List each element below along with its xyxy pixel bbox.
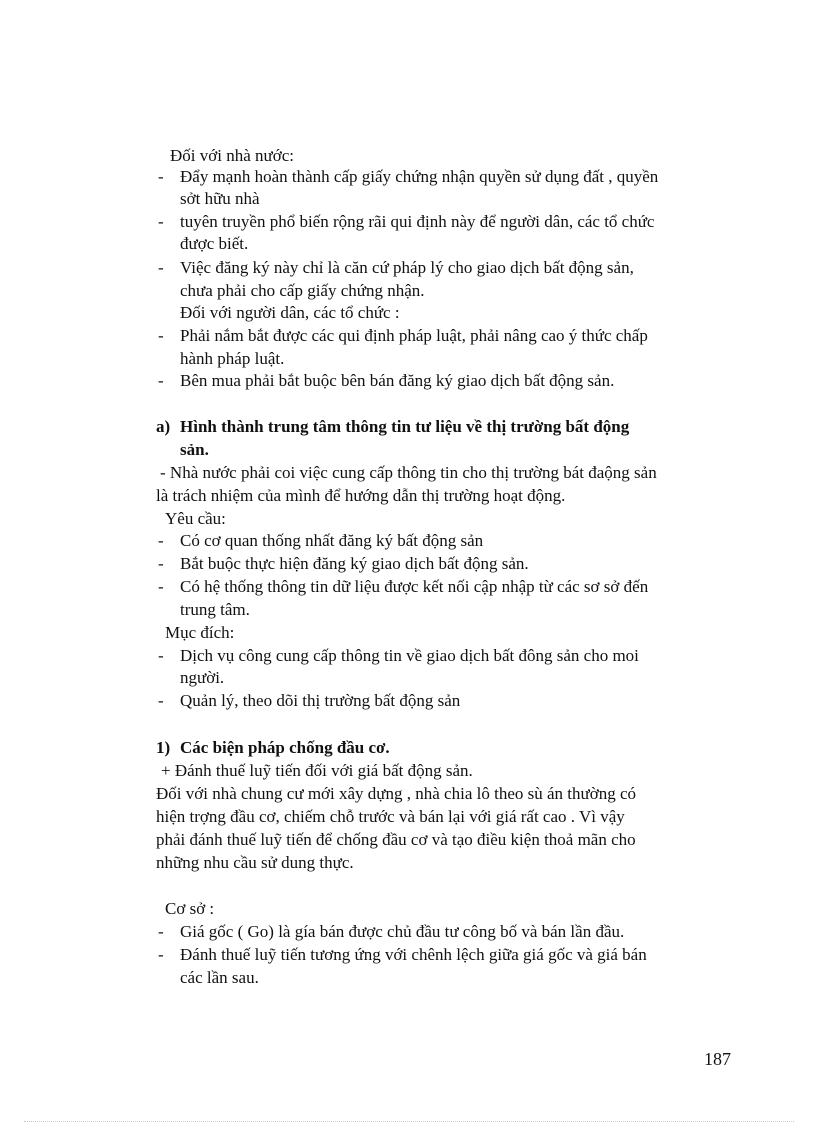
text-line: Bên mua phải bắt buộc bên bán đăng ký giao dịch bất động sản. [180, 371, 615, 390]
list-bullet-dash: - [158, 258, 164, 277]
list-bullet-dash: - [158, 531, 164, 550]
text-line: + Đánh thuế luỹ tiến đối với giá bất động sản. [161, 761, 473, 780]
list-bullet-dash: - [158, 554, 164, 573]
text-line: Việc đăng ký này chỉ là căn cứ pháp lý cho giao dịch bất động sản, [180, 258, 634, 277]
text-line: là trách nhiệm của mình để hướng dẫn thị trường hoạt động. [156, 486, 566, 505]
text-line: các lần sau. [180, 968, 259, 987]
list-bullet-dash: - [158, 646, 164, 665]
text-line: - Nhà nước phải coi việc cung cấp thông tin cho thị trường bát đaộng sản [160, 463, 657, 482]
text-line: hiện trợng đầu cơ, chiếm chỗ trước và bán lại với giá rất cao . Vì vậy [156, 807, 625, 826]
text-line: Có cơ quan thống nhất đăng ký bất động sản [180, 531, 484, 550]
text-line: người. [180, 668, 225, 687]
text-line: Phải nắm bắt được các qui định pháp luật, phải nâng cao ý thức chấp [180, 326, 648, 345]
heading-marker: a) [156, 417, 171, 436]
text-line: tuyên truyền phổ biến rộng rãi qui định này để người dân, các tổ chức [180, 212, 655, 231]
text-line: Đẩy mạnh hoàn thành cấp giấy chứng nhận quyền sử dụng đất , quyền [180, 167, 659, 186]
text-line: Giá gốc ( Go) là gía bán được chủ đầu tư công bố và bán lần đầu. [180, 922, 625, 941]
text-line: chưa phải cho cấp giấy chứng nhận. [180, 281, 425, 300]
text-line: hành pháp luật. [180, 349, 285, 368]
list-bullet-dash: - [158, 691, 164, 710]
heading-marker: 1) [156, 738, 171, 757]
list-bullet-dash: - [158, 167, 164, 186]
text-line: Đánh thuế luỹ tiến tương ứng với chênh lệch giữa giá gốc và giá bán [180, 945, 647, 964]
list-bullet-dash: - [158, 577, 164, 596]
text-line: Đối với người dân, các tổ chức : [180, 303, 400, 322]
text-line: Cơ sở : [165, 899, 215, 918]
text-line: Quản lý, theo dõi thị trường bất động sản [180, 691, 461, 710]
text-line: sởt hữu nhà [180, 189, 260, 208]
page-bottom-divider [24, 1121, 794, 1122]
text-line: trung tâm. [180, 600, 250, 619]
section-heading-line: Hình thành trung tâm thông tin tư liệu về thị trường bất động [180, 417, 630, 436]
list-bullet-dash: - [158, 371, 164, 390]
text-line: Đối với nhà nước: [170, 146, 294, 165]
text-line: Đối với nhà chung cư mới xây dựng , nhà chia lô theo sù án thường có [156, 784, 636, 803]
text-line: được biết. [180, 234, 249, 253]
text-line: những nhu cầu sử dung thực. [156, 853, 354, 872]
text-line: Yêu cầu: [165, 509, 226, 528]
list-bullet-dash: - [158, 212, 164, 231]
text-line: phải đánh thuế luỹ tiến để chống đầu cơ và tạo điều kiện thoả mãn cho [156, 830, 636, 849]
text-line: Bắt buộc thực hiện đăng ký giao dịch bất động sản. [180, 554, 529, 573]
page-number: 187 [704, 1049, 731, 1069]
text-line: Dịch vụ công cung cấp thông tin về giao dịch bất đông sản cho moi [180, 646, 639, 665]
text-line: Mục đích: [165, 623, 235, 642]
section-heading-line: Các biện pháp chống đầu cơ. [180, 738, 390, 757]
list-bullet-dash: - [158, 326, 164, 345]
list-bullet-dash: - [158, 922, 164, 941]
text-line: Có hệ thống thông tin dữ liệu được kết nối cập nhập từ các sơ sở đến [180, 577, 649, 596]
section-heading-line: sản. [180, 440, 209, 459]
list-bullet-dash: - [158, 945, 164, 964]
